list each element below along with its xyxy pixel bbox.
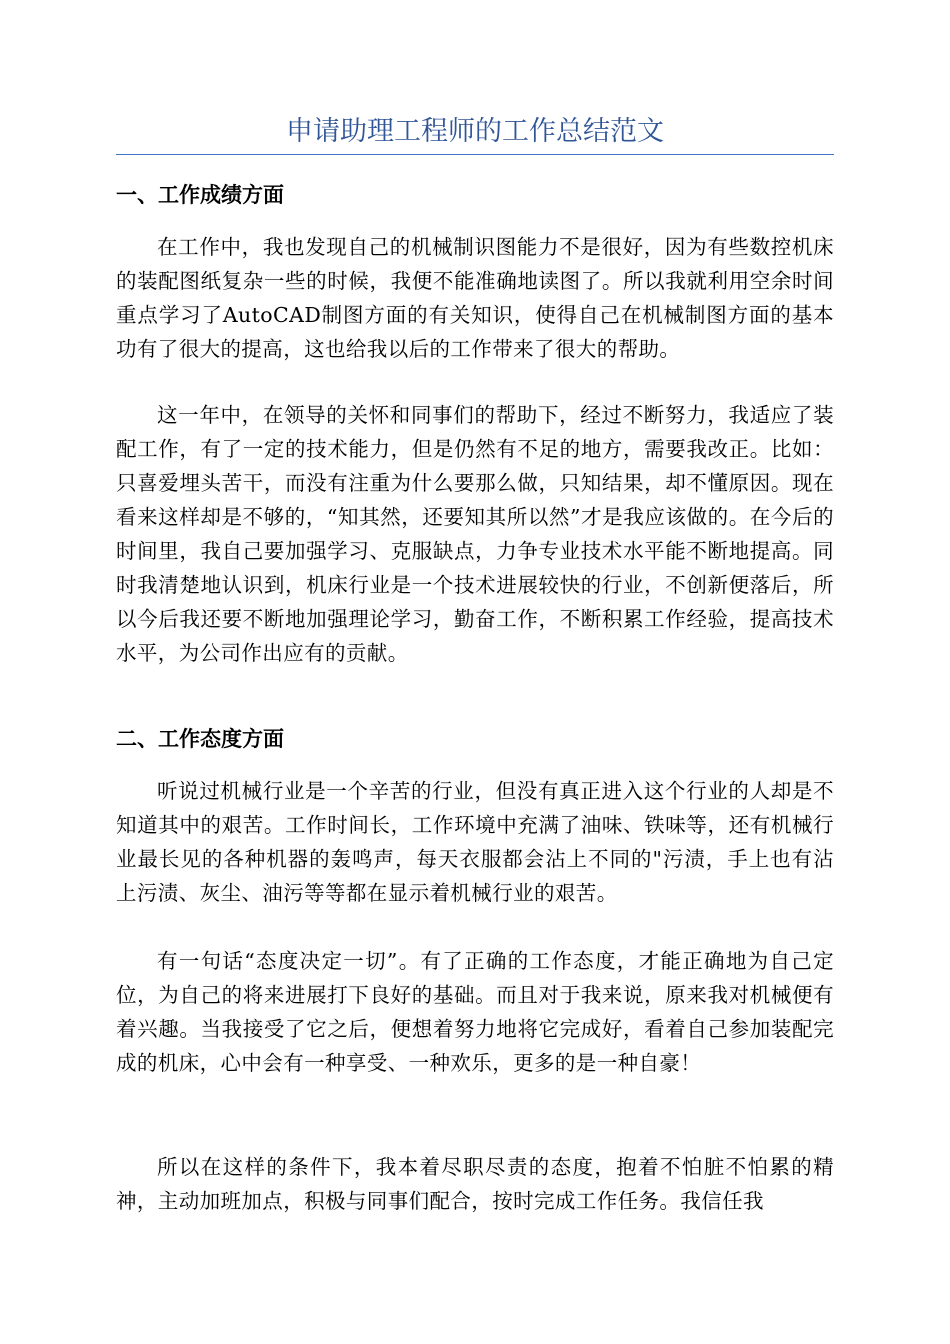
document-title: 申请助理工程师的工作总结范文 <box>286 116 664 147</box>
paragraph-cad-study: 在工作中，我也发现自己的机械制识图能力不是很好，因为有些数控机床的装配图纸复杂一些的时候，我便不能准确地读图了。所以我就利用空余时间重点学习了AutoCAD制图方面的有关知识，使得自己在机械制图方面的基本功有了很大的提高，这也给我以后的工作带来了很大的帮助。 <box>116 235 834 361</box>
paragraph-attitude-quote: 有一句话“态度决定一切”。有了正确的工作态度，才能正确地为自己定位，为自己的将来进展打下良好的基础。而且对于我来说，原来我对机械便有着兴趣。当我接受了它之后，便想着努力地将它完成好，看着自己参加装配完成的机床，心中会有一种享受、一种欢乐，更多的是一种自豪！ <box>116 949 834 1075</box>
paragraph-dedication: 所以在这样的条件下，我本着尽职尽责的态度，抱着不怕脏不怕累的精神，主动加班加点，积极与同事们配合，按时完成工作任务。我信任我 <box>116 1155 834 1213</box>
paragraph-year-review: 这一年中，在领导的关怀和同事们的帮助下，经过不断努力，我适应了装配工作，有了一定的技术能力，但是仍然有不足的地方，需要我改正。比如：只喜爱埋头苦干，而没有注重为什么要那么做，只知结果，却不懂原因。现在看来这样却是不够的，“知其然，还要知其所以然”才是我应该做的。在今后的时间里，我自己要加强学习、克服缺点，力争专业技术水平能不断地提高。同时我清楚地认识到，机床行业是一个技术进展较快的行业，不创新便落后，所以今后我还要不断地加强理论学习，勤奋工作，不断积累工作经验，提高技术水平，为公司作出应有的贡献。 <box>116 403 834 665</box>
section-heading-achievements: 一、工作成绩方面 <box>116 183 284 207</box>
title-underline <box>116 154 834 155</box>
section-heading-attitude: 二、工作态度方面 <box>116 727 284 751</box>
paragraph-industry-hardship: 听说过机械行业是一个辛苦的行业，但没有真正进入这个行业的人却是不知道其中的艰苦。工作时间长，工作环境中充满了油味、铁味等，还有机械行业最长见的各种机器的轰鸣声，每天衣服都会沾上不同的"污渍，手上也有沾上污渍、灰尘、油污等等都在显示着机械行业的艰苦。 <box>116 779 834 905</box>
